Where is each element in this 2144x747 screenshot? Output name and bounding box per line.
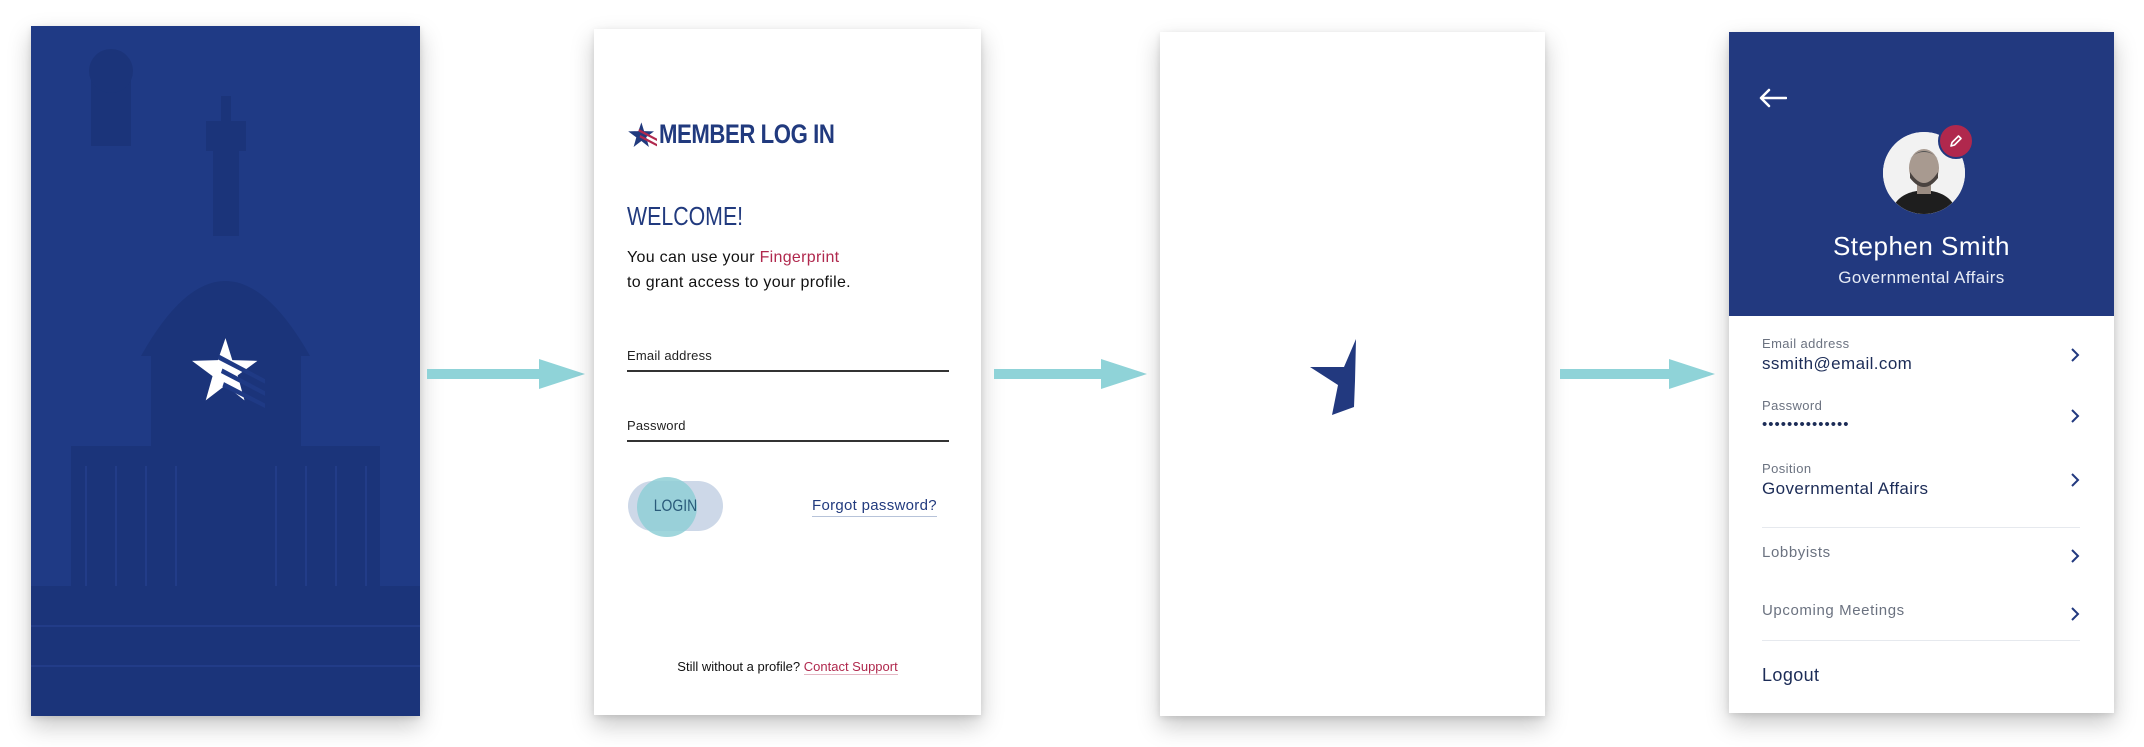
divider <box>1762 527 2080 528</box>
email-label: Email address <box>627 348 712 363</box>
upcoming-meetings-row[interactable] <box>1762 602 2080 626</box>
position-row-label: Position <box>1762 461 1812 476</box>
flow-arrow-icon <box>427 359 585 389</box>
splash-screen <box>31 26 420 716</box>
email-row[interactable] <box>1762 336 2080 374</box>
chevron-right-icon <box>2070 347 2080 363</box>
chevron-right-icon <box>2070 472 2080 488</box>
intro-prefix: You can use your <box>627 249 760 266</box>
divider <box>1762 640 2080 641</box>
star-logo-icon <box>1310 337 1360 415</box>
forgot-password-link[interactable]: Forgot password? <box>812 497 937 517</box>
password-row-value: •••••••••••••• <box>1762 416 1850 433</box>
chevron-right-icon <box>2070 606 2080 622</box>
upcoming-meetings-link: Upcoming Meetings <box>1762 602 1905 619</box>
lobbyists-row[interactable] <box>1762 544 2080 568</box>
login-button-label: LOGIN <box>653 496 698 515</box>
lobbyists-link: Lobbyists <box>1762 544 1831 561</box>
profile-screen <box>1729 32 2114 713</box>
login-screen <box>594 29 981 715</box>
position-row[interactable] <box>1762 461 2080 499</box>
back-arrow-icon[interactable] <box>1759 88 1787 108</box>
pencil-icon <box>1948 133 1964 149</box>
flow-arrow-icon <box>1560 359 1715 389</box>
contact-support-link[interactable]: Contact Support <box>803 659 898 674</box>
star-stripes-logo-icon <box>627 120 657 150</box>
email-row-label: Email address <box>1762 336 1850 351</box>
logout-button[interactable]: Logout <box>1762 665 1820 685</box>
profile-name: Stephen Smith <box>1832 231 2011 261</box>
fingerprint-link[interactable]: Fingerprint <box>759 249 840 266</box>
profile-header <box>1729 32 2114 316</box>
password-row[interactable] <box>1762 398 2080 433</box>
intro-text <box>627 245 851 295</box>
password-row-label: Password <box>1762 398 1823 413</box>
intro-line2: to grant access to your profile. <box>627 274 851 291</box>
brand-header <box>627 119 873 150</box>
profile-role: Governmental Affairs <box>1838 268 2005 287</box>
password-label: Password <box>627 418 686 433</box>
star-stripes-logo-icon <box>189 332 265 408</box>
email-row-value: ssmith@email.com <box>1762 354 1913 373</box>
password-field[interactable] <box>627 418 949 442</box>
footer-prefix: Still without a profile? <box>677 659 801 674</box>
edit-avatar-button[interactable] <box>1938 123 1974 159</box>
flow-arrow-icon <box>994 359 1147 389</box>
loading-screen <box>1160 32 1545 716</box>
chevron-right-icon <box>2070 548 2080 564</box>
position-row-value: Governmental Affairs <box>1762 479 1929 498</box>
chevron-right-icon <box>2070 408 2080 424</box>
email-field[interactable] <box>627 348 949 372</box>
welcome-heading: WELCOME! <box>627 201 744 231</box>
brand-title: MEMBER LOG IN <box>659 119 835 149</box>
signup-footer <box>594 659 981 674</box>
